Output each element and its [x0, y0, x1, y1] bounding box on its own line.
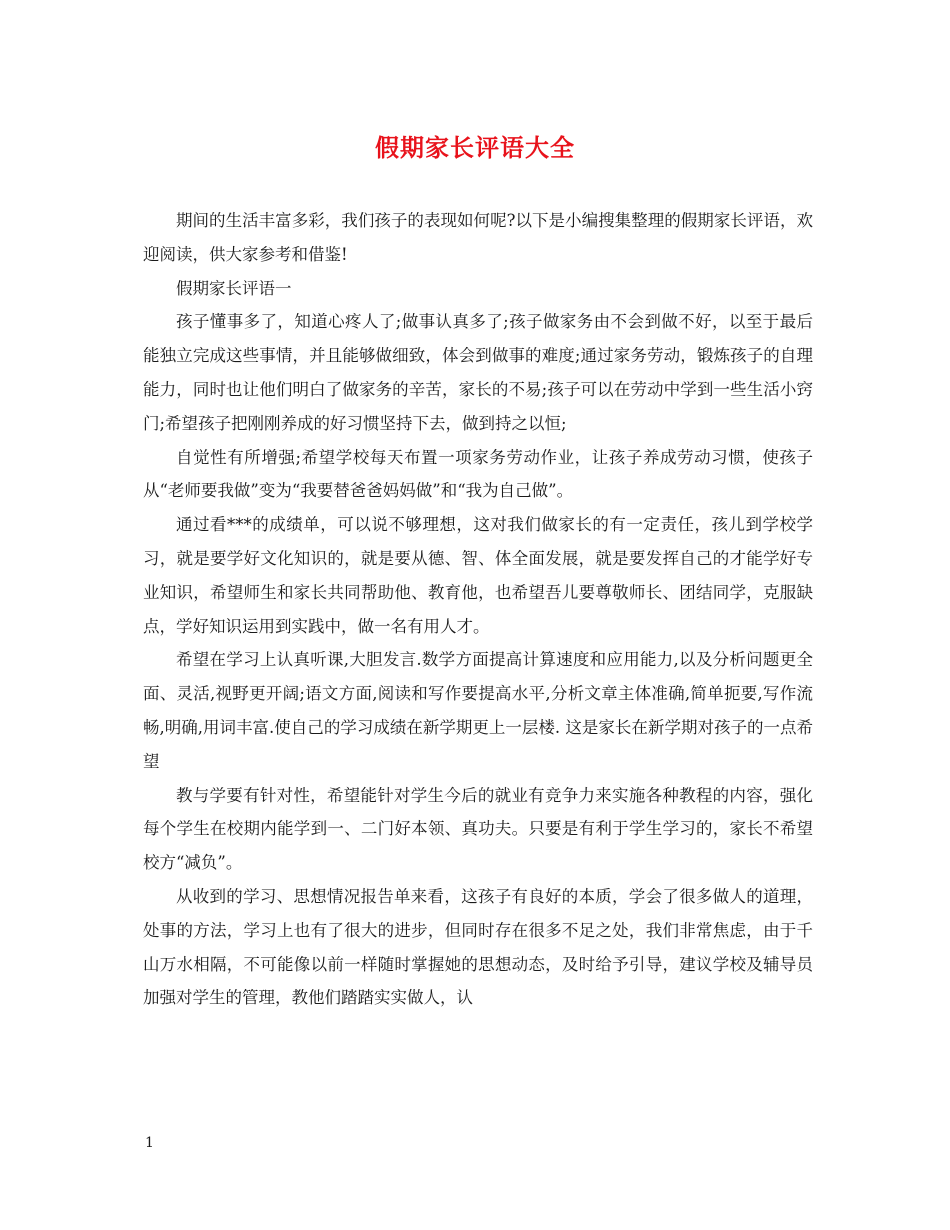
body-paragraph: 自觉性有所增强;希望学校每天布置一项家务劳动作业，让孩子养成劳动习惯，使孩子从“老师要我做”变为“我要替爸爸妈妈做”和“我为自己做”。	[143, 447, 813, 501]
document-body	[143, 204, 813, 1015]
body-paragraph: 从收到的学习、思想情况报告单来看，这孩子有良好的本质，学会了很多做人的道理，处事的方法，学习上也有了很大的进步，但同时存在很多不足之处，我们非常焦虑，由于千山万水相隔，不可能像以前一样随时掌握她的思想动态，及时给予引导，建议学校及辅导员加强对学生的管理，教他们踏踏实实做人，认	[143, 886, 813, 1008]
body-paragraph: 希望在学习上认真听课,大胆发言.数学方面提高计算速度和应用能力,以及分析问题更全面、灵活,视野更开阔;语文方面,阅读和写作要提高水平,分析文章主体准确,简单扼要,写作流畅,明确,用词丰富.使自己的学习成绩在新学期更上一层楼. 这是家长在新学期对孩子的一点希望	[143, 650, 813, 771]
document-title: 假期家长评语大全	[375, 133, 575, 162]
body-paragraph: 通过看***的成绩单，可以说不够理想，这对我们做家长的有一定责任，孩儿到学校学习，就是要学好文化知识的，就是要从德、智、体全面发展，就是要发挥自己的才能学好专业知识，希望师生和家长共同帮助他、教育他，也希望吾儿要尊敬师长、团结同学，克服缺点，学好知识运用到实践中，做一名有用人才。	[143, 515, 813, 636]
body-paragraph: 孩子懂事多了，知道心疼人了;做事认真多了;孩子做家务由不会到做不好，以至于最后能独立完成这些事情，并且能够做细致，体会到做事的难度;通过家务劳动，锻炼孩子的自理能力，同时也让他们明白了做家务的辛苦，家长的不易;孩子可以在劳动中学到一些生活小窍门;希望孩子把刚刚养成的好习惯坚持下去，做到持之以恒;	[143, 312, 813, 433]
intro-paragraph: 期间的生活丰富多彩，我们孩子的表现如何呢?以下是小编搜集整理的假期家长评语，欢迎阅读，供大家参考和借鉴!	[143, 211, 813, 264]
body-paragraph: 教与学要有针对性，希望能针对学生今后的就业有竞争力来实施各种教程的内容，强化每个学生在校期内能学到一、二门好本领、真功夫。只要是有利于学生学习的，家长不希望校方“减负”。	[143, 785, 813, 873]
section-heading: 假期家长评语一	[176, 278, 292, 298]
page-number: 1	[145, 1135, 154, 1151]
